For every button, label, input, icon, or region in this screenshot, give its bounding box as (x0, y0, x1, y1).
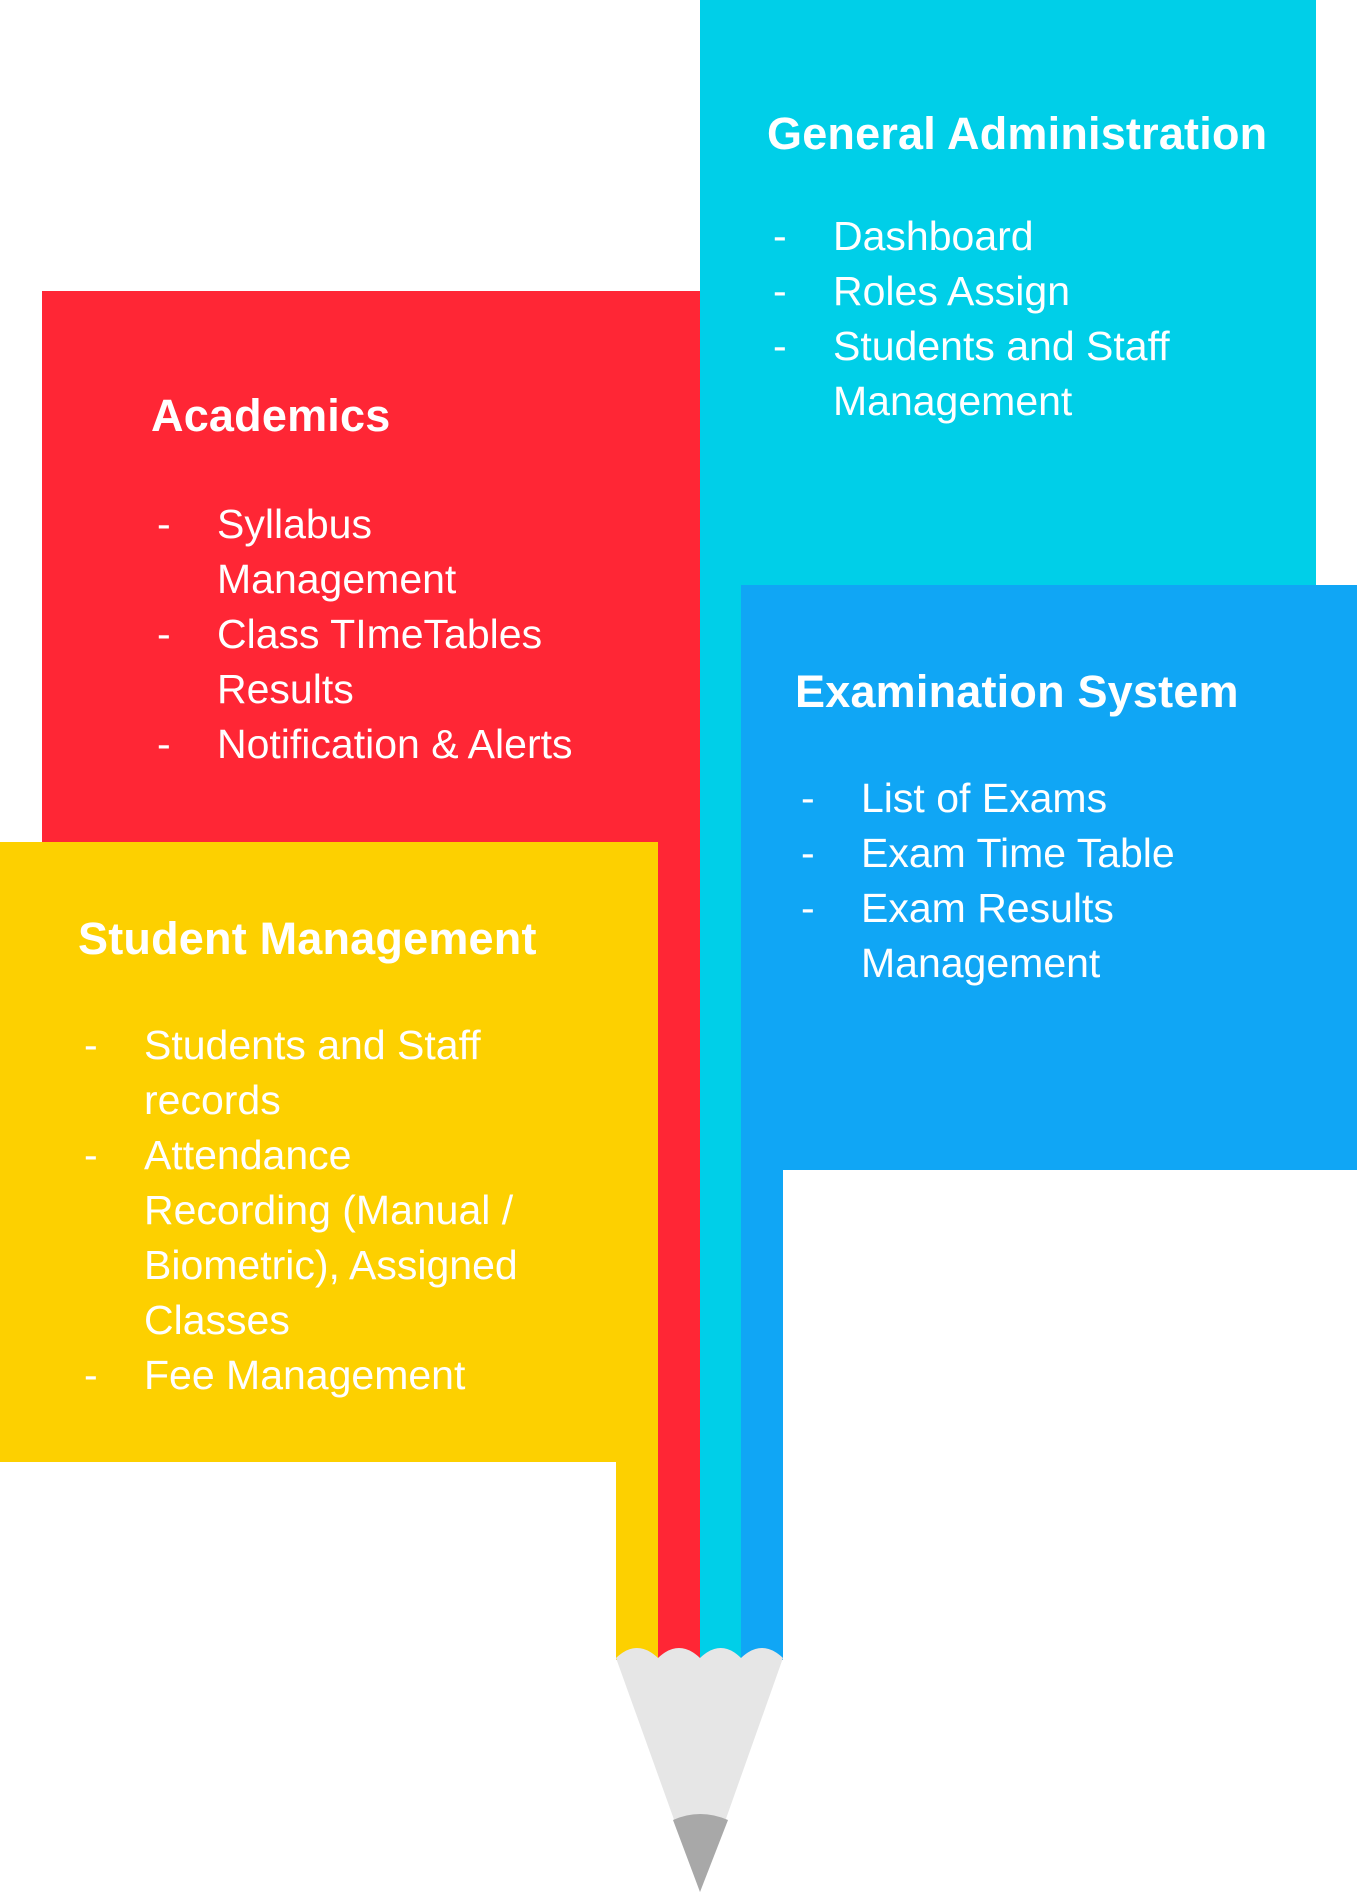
bullet-dash: - (84, 1132, 98, 1178)
bullet-dash: - (84, 1352, 98, 1398)
list-item-text: List of Exams (861, 775, 1108, 821)
list-item-text: Biometric), Assigned (144, 1242, 518, 1288)
bullet-dash: - (773, 213, 787, 259)
list-item-text: Classes (144, 1297, 290, 1343)
list-item-text: Exam Time Table (861, 830, 1175, 876)
list-item-text: Students and Staff (144, 1022, 481, 1068)
list-item-text: Management (217, 556, 457, 602)
list-item-text: Management (861, 940, 1101, 986)
list-item-text: Management (833, 378, 1073, 424)
bullet-dash: - (157, 611, 171, 657)
panel-title: Examination System (795, 666, 1239, 717)
list-item-text: Class TImeTables (217, 611, 543, 657)
bullet-dash: - (84, 1022, 98, 1068)
list-item-text: records (144, 1077, 281, 1123)
bullet-dash: - (801, 885, 815, 931)
list-item-text: Notification & Alerts (217, 721, 573, 767)
list-item-text: Students and Staff (833, 323, 1170, 369)
panel-title: Student Management (78, 913, 537, 964)
bullet-dash: - (801, 775, 815, 821)
panel-title: Academics (151, 390, 391, 441)
list-item-text: Results (217, 666, 354, 712)
list-item-text: Attendance (144, 1132, 352, 1178)
pencil-lead (673, 1814, 728, 1892)
list-item-text: Recording (Manual / (144, 1187, 514, 1233)
bullet-dash: - (773, 268, 787, 314)
bullet-dash: - (773, 323, 787, 369)
bullet-dash: - (157, 721, 171, 767)
list-item-text: Exam Results (861, 885, 1114, 931)
list-item-text: Fee Management (144, 1352, 466, 1398)
list-item-text: Roles Assign (833, 268, 1071, 314)
bullet-dash: - (157, 501, 171, 547)
list-item-text: Dashboard (833, 213, 1034, 259)
bullet-dash: - (801, 830, 815, 876)
panel-title: General Administration (767, 108, 1268, 159)
list-item-text: Syllabus (217, 501, 372, 547)
